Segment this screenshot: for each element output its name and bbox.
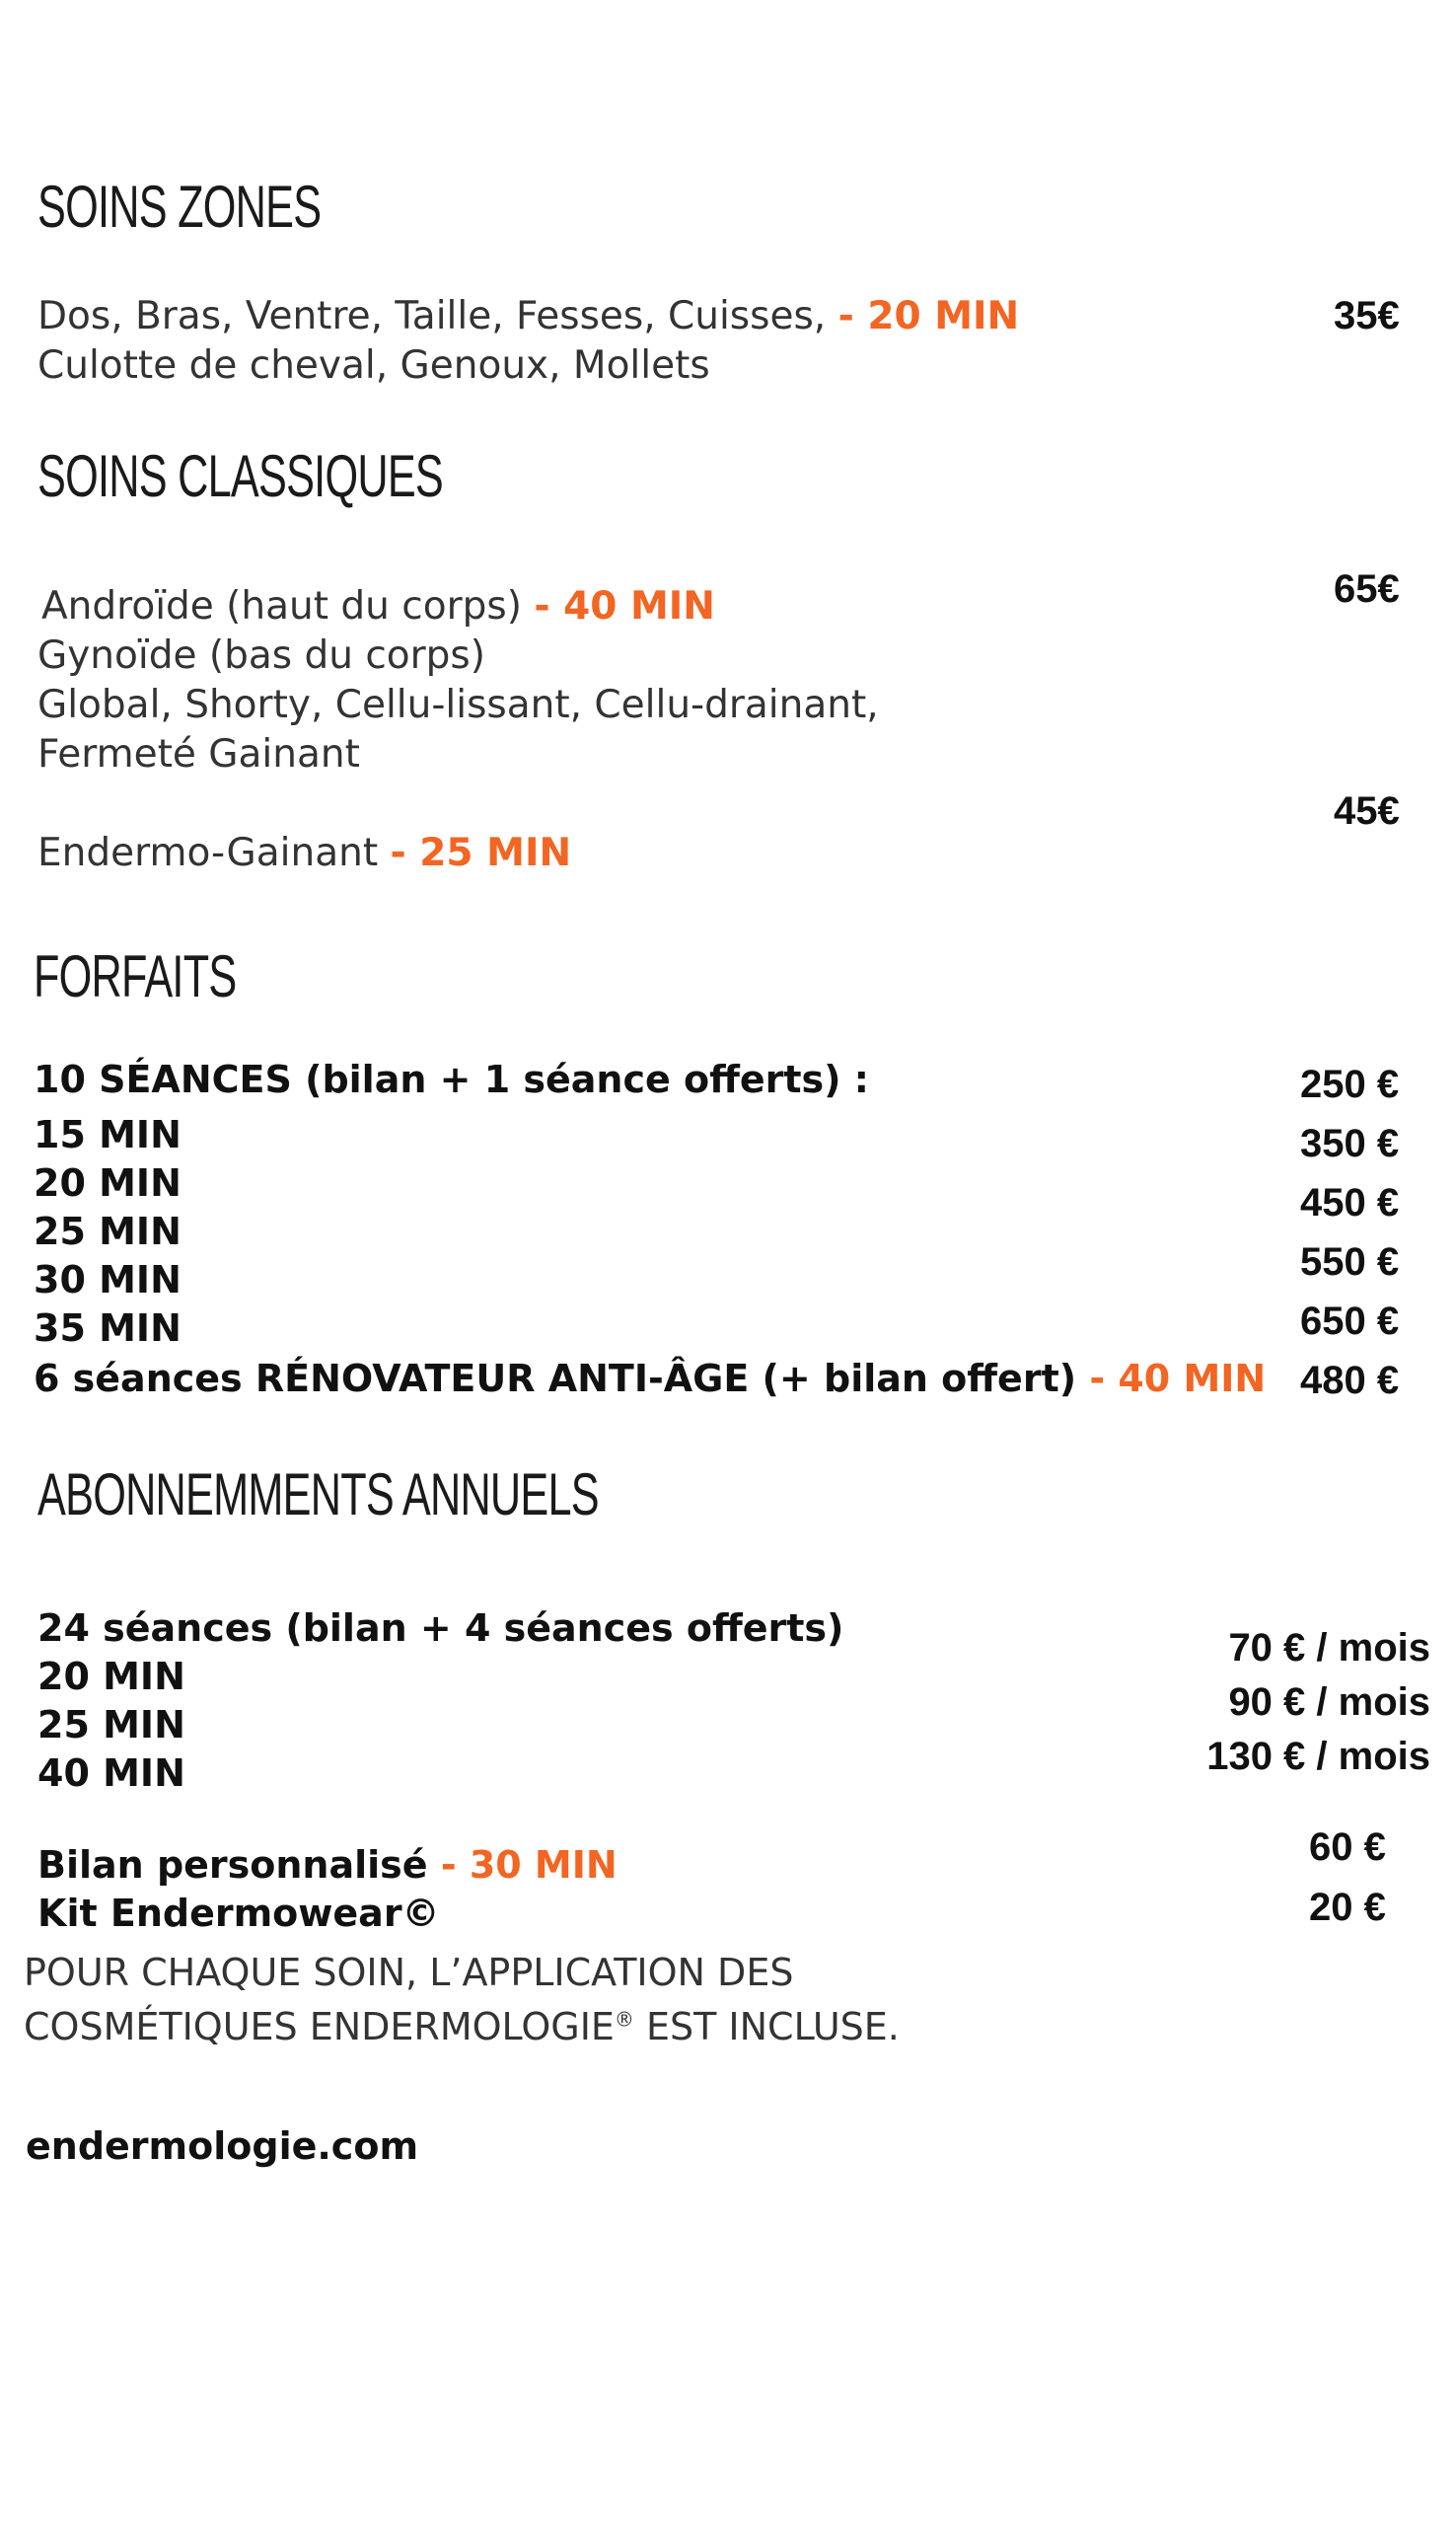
zones-line-1 <box>37 294 1019 338</box>
inclusion-note-line-2 <box>24 2005 900 2048</box>
forfaits-special-row <box>34 1357 1266 1400</box>
forfaits-row-price: 250 € <box>1300 1063 1400 1106</box>
classiques-price-1: 65€ <box>1334 567 1400 611</box>
bilan-label: Bilan personnalisé <box>37 1843 428 1887</box>
classiques-line-1 <box>41 584 715 629</box>
kit-price: 20 € <box>1309 1886 1386 1929</box>
classiques-line-5 <box>37 831 571 875</box>
classiques-price-2: 45€ <box>1334 789 1400 833</box>
registered-mark: ® <box>614 2007 634 2032</box>
forfaits-special-price: 480 € <box>1300 1359 1400 1402</box>
forfaits-row-price: 550 € <box>1300 1240 1400 1284</box>
inclusion-note-line-1: POUR CHAQUE SOIN, L’APPLICATION DES <box>24 1951 794 1994</box>
abonnements-intro: 24 séances (bilan + 4 séances offerts) <box>37 1606 844 1650</box>
forfaits-row-label: 25 MIN <box>34 1210 182 1253</box>
forfaits-row-price: 650 € <box>1300 1300 1400 1343</box>
bilan-price: 60 € <box>1309 1825 1386 1869</box>
abonnements-row-price: 70 € / mois <box>1228 1626 1430 1670</box>
forfaits-row-label: 30 MIN <box>34 1258 182 1301</box>
classiques-line-4: Fermeté Gainant <box>37 732 360 777</box>
note-brand-text: COSMÉTIQUES ENDERMOLOGIE <box>24 2005 615 2048</box>
classiques-line-3: Global, Shorty, Cellu-lissant, Cellu-drainant, <box>37 683 879 727</box>
zones-line-2: Culotte de cheval, Genoux, Mollets <box>37 343 710 388</box>
abonnements-row-label: 40 MIN <box>37 1751 185 1795</box>
heading-soins-zones: SOINS ZONES <box>37 174 322 240</box>
classiques-androide-text: Androïde (haut du corps) <box>41 584 522 629</box>
heading-abonnements: ABONNEMMENTS ANNUELS <box>37 1461 599 1527</box>
forfaits-row-label: 20 MIN <box>34 1161 182 1205</box>
forfaits-row-price: 450 € <box>1300 1181 1400 1225</box>
classiques-line-2: Gynoïde (bas du corps) <box>37 633 485 678</box>
forfaits-special-duration: - 40 MIN <box>1089 1357 1267 1400</box>
abonnements-row-label: 20 MIN <box>37 1655 185 1698</box>
website-link[interactable]: endermologie.com <box>26 2124 419 2168</box>
heading-forfaits: FORFAITS <box>34 943 237 1009</box>
bilan-duration: - 30 MIN <box>440 1843 618 1887</box>
classiques-duration-2: - 25 MIN <box>390 831 572 875</box>
heading-soins-classiques: SOINS CLASSIQUES <box>37 443 444 509</box>
forfaits-intro: 10 SÉANCES (bilan + 1 séance offerts) : <box>34 1058 869 1101</box>
abonnements-row-label: 25 MIN <box>37 1703 185 1746</box>
zones-areas-text: Dos, Bras, Ventre, Taille, Fesses, Cuisses, <box>37 294 827 338</box>
note-included-text: EST INCLUSE. <box>633 2005 900 2048</box>
zones-price: 35€ <box>1334 294 1400 337</box>
forfaits-special-label: 6 séances RÉNOVATEUR ANTI-ÂGE (+ bilan offert) <box>34 1357 1077 1400</box>
bilan-row <box>37 1843 618 1887</box>
kit-label: Kit Endermowear© <box>37 1892 440 1935</box>
abonnements-row-price: 90 € / mois <box>1228 1680 1430 1724</box>
abonnements-row-price: 130 € / mois <box>1206 1735 1430 1778</box>
classiques-duration-1: - 40 MIN <box>534 584 715 629</box>
zones-duration: - 20 MIN <box>837 294 1020 338</box>
forfaits-row-label: 15 MIN <box>34 1113 182 1156</box>
forfaits-row-label: 35 MIN <box>34 1306 182 1350</box>
classiques-gainant-text: Endermo-Gainant <box>37 831 379 875</box>
forfaits-row-price: 350 € <box>1300 1122 1400 1165</box>
